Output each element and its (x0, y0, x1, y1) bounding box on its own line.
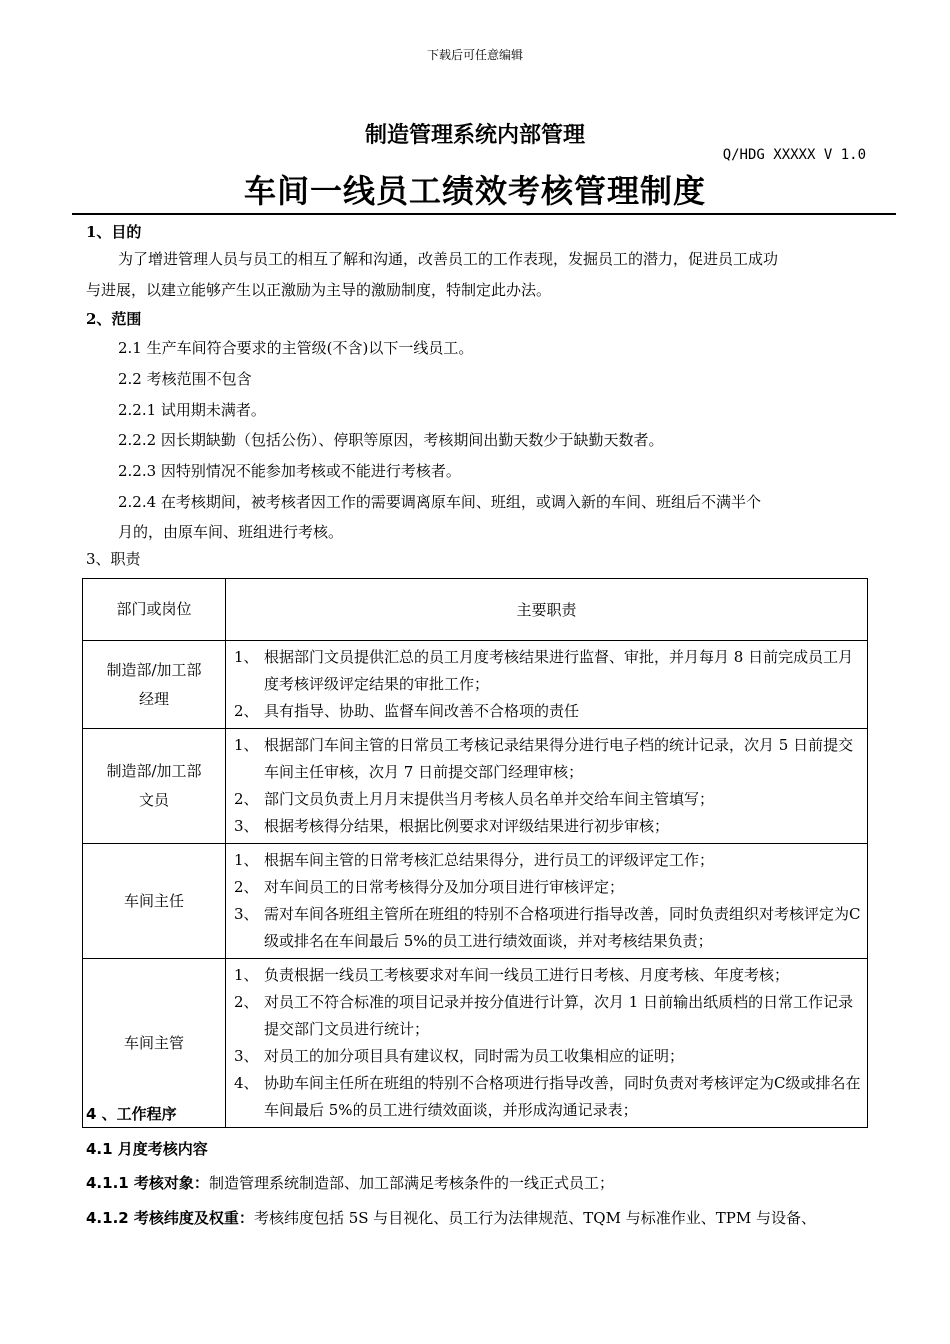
dept-name-line: 文员 (138, 791, 169, 809)
duty-number: 2、 (234, 702, 259, 720)
procedure-item-label: 4.1.2 考核纬度及权重： (86, 1209, 254, 1227)
duty-text: 根据车间主管的日常考核汇总结果得分，进行员工的评级评定工作； (264, 851, 715, 869)
document-code: Q/HDG XXXXX V 1.0 (722, 147, 866, 163)
duty-number: 1、 (234, 736, 259, 754)
section-purpose-heading: 1、目的 (86, 223, 142, 241)
duty-text: 根据部门文员提供汇总的员工月度考核结果进行监督、审批，并月每月 8 日前完成员工月度考核评级评定结果的审批工作； (264, 648, 854, 693)
section-procedure-heading: 4 、工作程序 (86, 1105, 177, 1123)
duty-text: 根据考核得分结果，根据比例要求对评级结果进行初步审核； (264, 817, 670, 835)
table-row (83, 641, 868, 729)
duty-item (234, 901, 861, 955)
duty-cell (226, 641, 868, 729)
purpose-line-1: 为了增进管理人员与员工的相互了解和沟通，改善员工的工作表现，发掘员工的潜力，促进员工成功 (118, 250, 779, 268)
header-note: 下载后可任意编辑 (426, 48, 523, 62)
table-row (83, 729, 868, 844)
duty-text: 负责根据一线员工考核要求对车间一线员工进行日考核、月度考核、年度考核； (264, 966, 790, 984)
section-duties-heading: 3、职责 (86, 550, 141, 568)
duty-number: 1、 (234, 966, 259, 984)
scope-item: 2.2.2 因长期缺勤（包括公伤）、停职等原因，考核期间出勤天数少于缺勤天数者。 (118, 431, 664, 449)
dept-cell (83, 844, 226, 959)
duty-text: 部门文员负责上月月末提供当月考核人员名单并交给车间主管填写； (264, 790, 715, 808)
procedure-subheading: 4.1 月度考核内容 (86, 1140, 208, 1158)
duty-text: 需对车间各班组主管所在班组的特别不合格项进行指导改善，同时负责组织对考核评定为C级或排名在车间最后 5%的员工进行绩效面谈，并对考核结果负责； (264, 905, 861, 950)
procedure-item-text: 考核纬度包括 5S 与目视化、员工行为法律规范、TQM 与标准作业、TPM 与设备、 (253, 1209, 816, 1227)
procedure-item (86, 1207, 816, 1228)
duty-item (234, 1043, 861, 1070)
duty-item (234, 874, 861, 901)
dept-name-line: 制造部/加工部 (106, 762, 202, 780)
duty-number: 1、 (234, 648, 259, 666)
table-header-row (83, 579, 868, 641)
scope-item: 2.1 生产车间符合要求的主管级(不含)以下一线员工。 (118, 339, 474, 357)
dept-name-line: 车间主管 (123, 1033, 184, 1052)
duty-item (234, 644, 861, 698)
table-row (83, 844, 868, 959)
column-header-dept: 部门或岗位 (83, 579, 226, 641)
scope-item: 2.2 考核范围不包含 (118, 370, 252, 388)
table-row (83, 959, 868, 1128)
duty-text: 对车间员工的日常考核得分及加分项目进行审核评定； (264, 878, 625, 896)
dept-name-line: 经理 (138, 689, 169, 708)
duties-table (82, 578, 868, 1128)
procedure-item-text: 制造管理系统制造部、加工部满足考核条件的一线正式员工； (208, 1174, 614, 1192)
scope-item: 月的，由原车间、班组进行考核。 (118, 523, 344, 541)
dept-cell (83, 729, 226, 844)
duty-cell (226, 959, 868, 1128)
dept-cell (83, 641, 226, 729)
duty-item (234, 813, 861, 840)
duty-number: 2、 (234, 790, 259, 808)
scope-item: 2.2.1 试用期未满者。 (118, 401, 266, 419)
duty-number: 3、 (234, 905, 259, 923)
duty-number: 4、 (234, 1074, 259, 1092)
duty-item (234, 698, 861, 725)
purpose-line-2: 与进展，以建立能够产生以正激励为主导的激励制度，特制定此办法。 (86, 281, 552, 299)
duty-number: 3、 (234, 1047, 259, 1065)
dept-name-line: 车间主任 (123, 891, 184, 910)
duty-number: 1、 (234, 851, 259, 869)
duty-number: 2、 (234, 993, 259, 1011)
duty-text: 具有指导、协助、监督车间改善不合格项的责任 (264, 702, 580, 720)
duty-item (234, 1070, 861, 1124)
procedure-item-label: 4.1.1 考核对象： (86, 1174, 209, 1192)
duty-text: 根据部门车间主管的日常员工考核记录结果得分进行电子档的统计记录，次月 5 日前提交车间主任审核，次月 7 日前提交部门经理审核； (264, 736, 854, 781)
title-divider (72, 213, 896, 215)
duty-number: 3、 (234, 817, 259, 835)
dept-name-line: 制造部/加工部 (106, 660, 202, 679)
document-system-title: 制造管理系统内部管理 (364, 122, 585, 148)
duty-number: 2、 (234, 878, 259, 896)
duty-text: 对员工的加分项目具有建议权，同时需为员工收集相应的证明； (264, 1047, 685, 1065)
scope-item: 2.2.3 因特别情况不能参加考核或不能进行考核者。 (118, 462, 461, 480)
scope-item: 2.2.4 在考核期间，被考核者因工作的需要调离原车间、班组，或调入新的车间、班组后不满半个 (118, 493, 761, 511)
duty-item (234, 732, 861, 786)
duty-text: 对员工不符合标准的项目记录并按分值进行计算，次月 1 日前输出纸质档的日常工作记录提交部门文员进行统计； (264, 993, 854, 1038)
duty-item (234, 847, 861, 874)
duty-item (234, 962, 861, 989)
procedure-item (86, 1172, 614, 1193)
duty-item (234, 989, 861, 1043)
duty-cell (226, 729, 868, 844)
document-title: 车间一线员工绩效考核管理制度 (243, 172, 706, 210)
duty-cell (226, 844, 868, 959)
section-scope-heading: 2、范围 (86, 310, 142, 328)
duty-text: 协助车间主任所在班组的特别不合格项进行指导改善，同时负责对考核评定为C级或排名在车间最后 5%的员工进行绩效面谈，并形成沟通记录表； (264, 1074, 861, 1119)
column-header-desc: 主要职责 (226, 579, 868, 641)
duty-item (234, 786, 861, 813)
